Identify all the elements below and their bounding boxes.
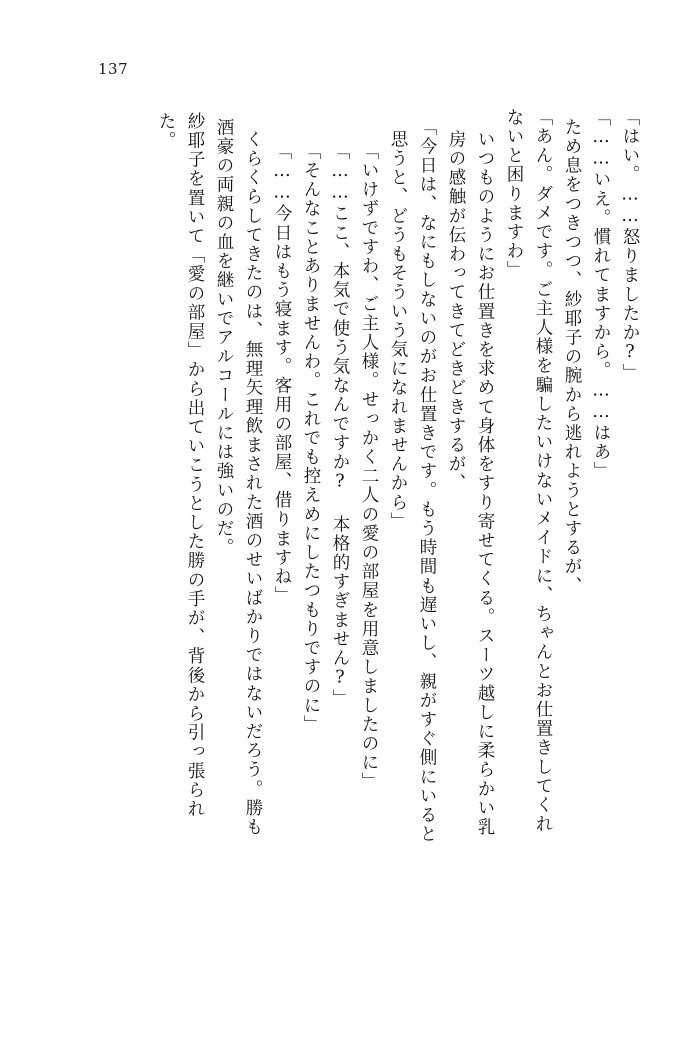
text-column: 思うと、どうもそういう気になれませんから」 bbox=[388, 130, 408, 532]
text-column: 「今日は、なにもしないのがお仕置きです。もう時間も遅いし、親がすぐ側にいると bbox=[417, 118, 437, 844]
text-column: 紗耶子を置いて「愛の部屋」から出ていこうとした勝の手が、背後から引っ張られ bbox=[185, 112, 205, 819]
vertical-text-body bbox=[62, 108, 638, 988]
text-column: 「はい。……怒りましたか?」 bbox=[620, 108, 640, 383]
text-column: いつものようにお仕置きを求めて身体をすり寄せてくる。スーツ越しに柔らかい乳 bbox=[475, 130, 495, 837]
text-column: 房の感触が伝わってきてどきどきするが、 bbox=[446, 130, 466, 493]
page-number: 137 bbox=[98, 60, 129, 78]
text-column: くらくらしてきたのは、無理矢理飲まされた酒のせいばかりではないだろう。勝も bbox=[243, 130, 263, 837]
text-column: 「そんなことありませんわ。これでも控えめにしたつもりですのに」 bbox=[301, 142, 321, 735]
text-column: 「……ここ、本気で使う気なんですか? 本格的すぎません?」 bbox=[330, 142, 350, 709]
text-column: 「いけずですわ、ご主人様。せっかく二人の愛の部屋を用意しましたのに」 bbox=[359, 142, 379, 792]
text-column: 酒豪の両親の血を継いでアルコールには強いのだ。 bbox=[214, 118, 234, 558]
text-column: 「あん。ダメです。ご主人様を騙したいけないメイドに、ちゃんとお仕置きしてくれ bbox=[533, 108, 553, 834]
text-column: た。 bbox=[156, 112, 176, 151]
text-column: ため息をつきつつ、紗耶子の腕から逃れようとするが、 bbox=[562, 118, 582, 596]
text-column: 「……いえ。慣れてますから。……はあ」 bbox=[591, 108, 611, 481]
text-column: ないと困りますわ」 bbox=[504, 108, 524, 280]
text-column: 「……今日はもう寝ます。客用の部屋、借りますね」 bbox=[272, 142, 292, 606]
